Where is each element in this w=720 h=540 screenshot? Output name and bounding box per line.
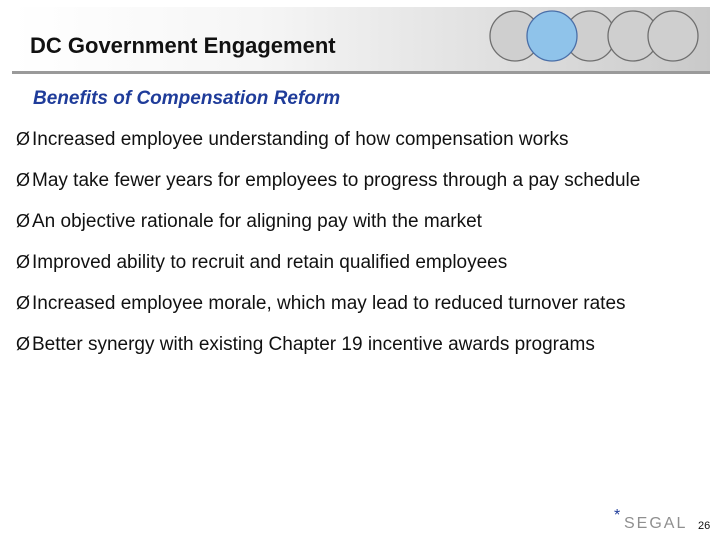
- bullet-text: Improved ability to recruit and retain qualified employees: [32, 252, 508, 273]
- segal-logo: [614, 507, 688, 533]
- arrow-bullet-icon: Ø: [16, 334, 31, 354]
- arrow-bullet-icon: Ø: [16, 293, 31, 313]
- arrow-bullet-icon: Ø: [16, 252, 31, 272]
- bullet-list: [16, 128, 706, 374]
- bullet-item: [16, 333, 706, 356]
- arrow-bullet-icon: Ø: [16, 211, 31, 231]
- arrow-bullet-icon: Ø: [16, 129, 31, 149]
- bullet-text: Increased employee morale, which may lead to reduced turnover rates: [32, 293, 626, 314]
- slide-title: DC Government Engagement: [30, 33, 336, 58]
- grey-circle-5: [648, 11, 698, 61]
- logo-star-icon: *: [614, 507, 621, 524]
- bullet-text: May take fewer years for employees to progress through a pay schedule: [32, 170, 641, 191]
- bullet-text: Increased employee understanding of how compensation works: [32, 129, 569, 150]
- bullet-item: [16, 169, 706, 192]
- bullet-item: [16, 210, 706, 233]
- slide-subtitle: Benefits of Compensation Reform: [33, 88, 341, 109]
- bullet-item: [16, 251, 706, 274]
- page-number: 26: [698, 520, 711, 532]
- bullet-item: [16, 292, 706, 315]
- highlight-circle: [527, 11, 577, 61]
- bullet-text: Better synergy with existing Chapter 19 incentive awards programs: [32, 334, 595, 355]
- bullet-text: An objective rationale for aligning pay with the market: [32, 211, 482, 232]
- arrow-bullet-icon: Ø: [16, 170, 31, 190]
- decorative-circles: [485, 10, 705, 66]
- bullet-item: [16, 128, 706, 151]
- logo-text: SEGAL: [624, 515, 688, 532]
